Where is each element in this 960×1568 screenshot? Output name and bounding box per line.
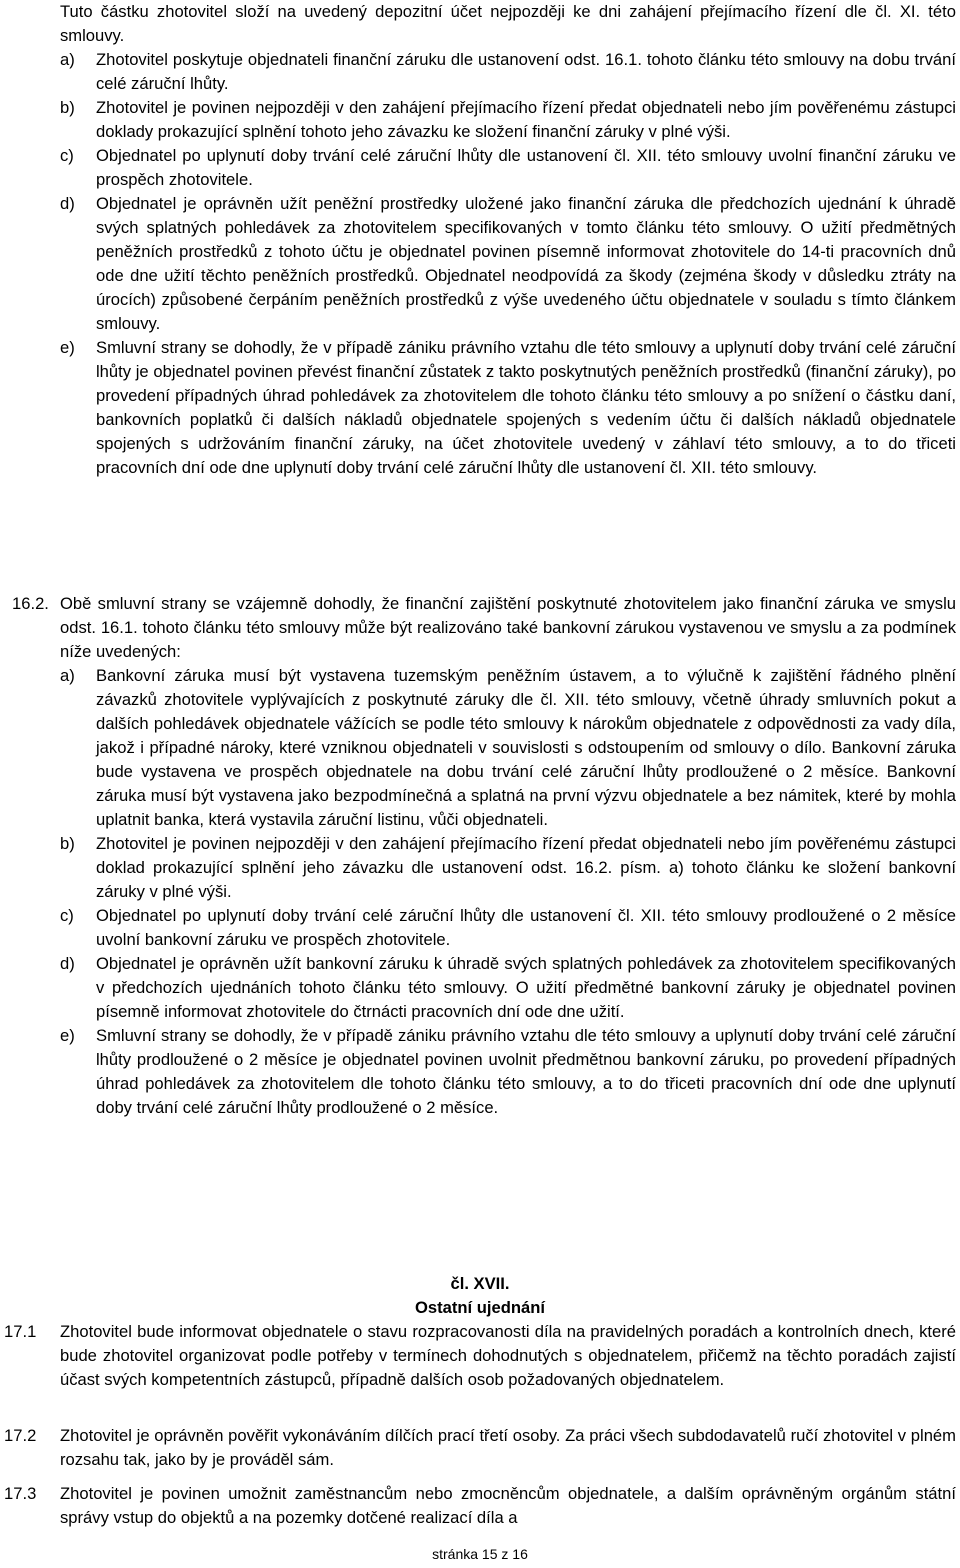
item-text: Bankovní záruka musí být vystavena tuzemským peněžním ústavem, a to výlučně k zajištění řádného plnění závazků zhotovitele vyplývajících z poskytnuté záruky dle čl. XII. této smlouvy, včetně úhrady smluvních pokut a dalších pohledávek objednatele vážících se podle této smlouvy k nárokům objednatele z odpovědnosti za vady díla, jakož i případné nároky, které vzniknou objednateli v souvislosti s odstoupením od smlouvy o dílo. Bankovní záruka bude vystavena ve prospěch objednatele na dobu trvání celé záruční lhůty prodloužené o 2 měsíce. Bankovní záruka musí být vystavena jako bezpodmínečná a splatná na první výzvu objednatele a bez námitek, které by mohla uplatnit banka, která vystavila záruční listinu, vůči objednateli. <box>96 666 956 829</box>
section-text: Zhotovitel je oprávněn pověřit vykonáváním dílčích prací třetí osoby. Za práci všech subdodavatelů ručí zhotovitel v plném rozsahu tak, jako by je prováděl sám. <box>60 1426 956 1469</box>
item-text: Objednatel je oprávněn užít peněžní prostředky uložené jako finanční záruka dle předchozích ujednání k úhradě svých splatných pohledávek za zhotovitelem specifikovaných v tomto článku této smlouvy. O užití předmětných peněžních prostředků z tohoto účtu je objednatel povinen písemně informovat zhotovitele do 14-ti pracovních dnů ode dne užití těchto peněžních prostředků. Objednatel neodpovídá za škody (zejména škody v důsledku ztráty na úrocích) způsobené čerpáním peněžních prostředků z výše uvedeného účtu objednatele v souladu s tímto článkem smlouvy. <box>96 194 956 333</box>
article-title: Ostatní ujednání <box>415 1298 545 1317</box>
item-label: a) <box>60 666 75 685</box>
list-item <box>60 192 956 336</box>
item-text: Zhotovitel poskytuje objednateli finanční záruku dle ustanovení odst. 16.1. tohoto článku této smlouvy na dobu trvání celé záruční lhůty. <box>96 50 956 93</box>
list-item <box>60 144 956 192</box>
section-text: Obě smluvní strany se vzájemně dohodly, že finanční zajištění poskytnuté zhotovitelem jako finanční záruka ve smyslu odst. 16.1. tohoto článku této smlouvy může být realizováno také bankovní zárukou vystavenou ve smyslu a za podmínek níže uvedených: <box>60 594 956 661</box>
section-number: 17.3 <box>4 1484 37 1503</box>
item-text: Objednatel po uplynutí doby trvání celé záruční lhůty dle ustanovení čl. XII. této smlouvy prodloužené o 2 měsíce uvolní bankovní záruku ve prospěch zhotovitele. <box>96 906 956 949</box>
list-item <box>60 664 956 832</box>
item-label: c) <box>60 146 74 165</box>
page-footer: stránka 15 z 16 <box>432 1546 528 1562</box>
section-number: 17.2 <box>4 1426 37 1445</box>
section-17-3 <box>4 1482 956 1530</box>
item-label: d) <box>60 194 75 213</box>
section-17-1 <box>4 1320 956 1392</box>
item-text: Zhotovitel je povinen nejpozději v den zahájení přejímacího řízení předat objednateli nebo jím pověřenému zástupci doklady prokazující splnění tohoto jeho závazku ke složení finanční záruky v plné výši. <box>96 98 956 141</box>
list-item <box>60 952 956 1024</box>
intro-list <box>60 48 956 480</box>
article-number: čl. XVII. <box>450 1274 510 1293</box>
section-number: 16.2. <box>12 594 49 613</box>
section-number: 17.1 <box>4 1322 37 1341</box>
list-item <box>60 904 956 952</box>
list-item <box>60 336 956 480</box>
item-text: Zhotovitel je povinen nejpozději v den zahájení přejímacího řízení předat objednateli nebo jím pověřenému zástupci doklad prokazující splnění jeho závazku dle ustanovení odst. 16.2. písm. a) tohoto článku ke složení bankovní záruky v plné výši. <box>96 834 956 901</box>
section-text: Zhotovitel je povinen umožnit zaměstnancům nebo zmocněncům objednatele, a dalším oprávněným orgánům státní správy vstup do objektů a na pozemky dotčené realizací díla a <box>60 1484 956 1527</box>
item-text: Objednatel po uplynutí doby trvání celé záruční lhůty dle ustanovení čl. XII. této smlouvy uvolní finanční záruku ve prospěch zhotovitele. <box>96 146 956 189</box>
list-item <box>60 832 956 904</box>
item-label: a) <box>60 50 75 69</box>
list-item <box>60 1024 956 1120</box>
item-label: e) <box>60 338 75 357</box>
item-text: Smluvní strany se dohodly, že v případě zániku právního vztahu dle této smlouvy a uplynutí doby trvání celé záruční lhůty prodloužené o 2 měsíce je objednatel povinen uvolnit předmětnou bankovní záruku, po provedení případných úhrad pohledávek za zhotovitelem dle tohoto článku této smlouvy, a to do třiceti pracovních dní ode dne uplynutí doby trvání celé záruční lhůty prodloužené o 2 měsíce. <box>96 1026 956 1117</box>
item-label: c) <box>60 906 74 925</box>
section-17-2 <box>4 1424 956 1472</box>
item-label: b) <box>60 834 75 853</box>
item-label: e) <box>60 1026 75 1045</box>
section-16-2-list <box>60 664 956 1120</box>
list-item <box>60 96 956 144</box>
item-label: b) <box>60 98 75 117</box>
list-item <box>60 48 956 96</box>
section-text: Zhotovitel bude informovat objednatele o stavu rozpracovanosti díla na pravidelných poradách a kontrolních dnech, které bude zhotovitel organizovat podle potřeby v termínech dohodnutých s objednatelem, přičemž na těchto poradách zajistí účast svých kompetentních zástupců, případně dalších osob požadovaných objednatelem. <box>60 1322 956 1389</box>
item-text: Objednatel je oprávněn užít bankovní záruku k úhradě svých splatných pohledávek za zhotovitelem specifikovaných v předchozích ujednáních tohoto článku této smlouvy. O užití předmětné bankovní záruky je objednatel povinen písemně informovat zhotovitele do čtrnácti pracovních dní ode dne užití. <box>96 954 956 1021</box>
intro-paragraph: Tuto částku zhotovitel složí na uvedený depozitní účet nejpozději ke dni zahájení přejímacího řízení dle čl. XI. této smlouvy. <box>60 2 956 45</box>
item-label: d) <box>60 954 75 973</box>
item-text: Smluvní strany se dohodly, že v případě zániku právního vztahu dle této smlouvy a uplynutí doby trvání celé záruční lhůty je objednatel povinen převést finanční zůstatek z takto poskytnutých peněžních prostředků (finanční záruky), po provedení případných úhrad pohledávek za zhotovitelem dle tohoto článku této smlouvy a po snížení o částku daní, bankovních poplatků či dalších nákladů objednatele spojených s vedením účtu či dalších nákladů objednatele spojených s udržováním finanční záruky, na účet zhotovitele uvedený v záhlaví této smlouvy, a to do třiceti pracovních dní ode dne uplynutí doby trvání celé záruční lhůty dle ustanovení čl. XII. této smlouvy. <box>96 338 956 477</box>
section-16-2 <box>12 592 956 664</box>
